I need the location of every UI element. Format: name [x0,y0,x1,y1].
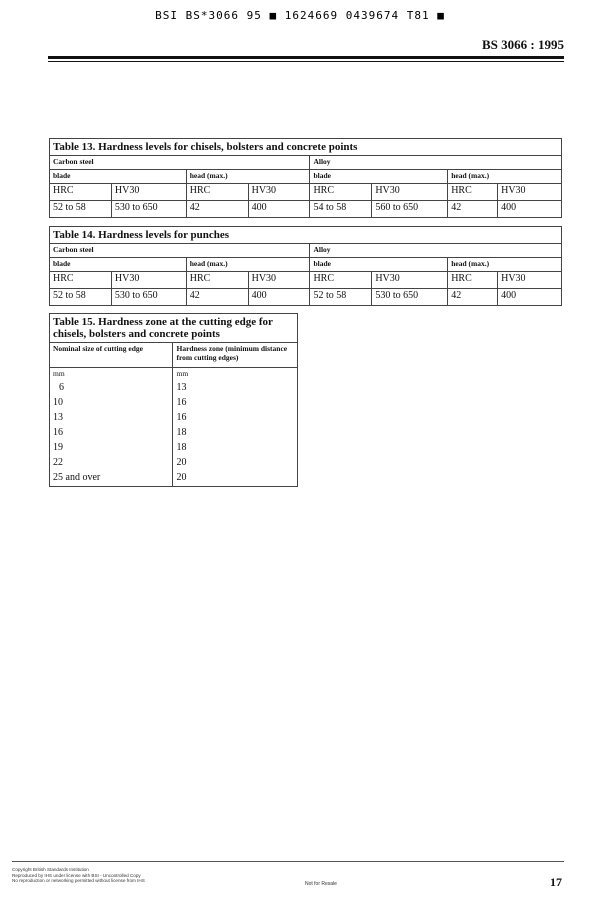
table-14-group-carbon: Carbon steel [50,244,310,258]
table-row [50,456,298,471]
table-14-col-hv30: HV30 [248,272,310,289]
table-14-carbon-blade: blade [50,258,187,272]
table-13-carbon-blade: blade [50,170,187,184]
table-13-cell: 560 to 650 [372,201,448,218]
header-rule-thin [48,61,564,62]
document-code-line: BSI BS*3066 95 ■ 1624669 0439674 T81 ■ [155,9,445,22]
table-14-carbon-head: head (max.) [186,258,310,272]
table-15-size: 22 [50,456,173,471]
table-14-alloy-head: head (max.) [448,258,562,272]
table-15-col-hardness-zone: Hardness zone (minimum distance from cutting edges) [173,343,298,368]
table-14-col-hrc: HRC [186,272,248,289]
table-13-col-hrc: HRC [448,184,498,201]
table-15-zone: 13 [173,381,298,396]
table-15-caption: Table 15. Hardness zone at the cutting edge for chisels, bolsters and concrete points [50,314,298,343]
table-15-size: 19 [50,441,173,456]
table-15 [49,313,298,487]
table-15-size: 6 [50,381,173,396]
table-13-cell: 54 to 58 [310,201,372,218]
table-13-col-hrc: HRC [186,184,248,201]
not-for-resale-notice: Not for Resale [305,881,337,887]
table-14-col-hrc: HRC [310,272,372,289]
table-15-size: 25 and over [50,471,173,487]
table-13-col-hrc: HRC [50,184,112,201]
copyright-line: No reproduction or networking permitted without license from IHS [12,878,145,884]
standard-number: BS 3066 : 1995 [482,37,564,52]
table-14-cell: 400 [248,289,310,306]
table-15-size: 16 [50,426,173,441]
table-14-col-hv30: HV30 [111,272,186,289]
header-rule-thick [48,56,564,59]
page-number: 17 [550,875,562,889]
table-14-col-hrc: HRC [448,272,498,289]
table-14-col-hv30: HV30 [498,272,562,289]
table-15-size: 13 [50,411,173,426]
table-13-alloy-blade: blade [310,170,448,184]
table-13 [49,138,562,218]
table-14-cell: 530 to 650 [372,289,448,306]
table-15-zone: 18 [173,426,298,441]
table-15-unit: mm [173,368,298,382]
table-13-col-hv30: HV30 [498,184,562,201]
table-14-cell: 530 to 650 [111,289,186,306]
table-13-col-hv30: HV30 [372,184,448,201]
table-row [50,426,298,441]
copyright-notice [12,867,145,884]
table-15-zone: 20 [173,471,298,487]
table-13-caption: Table 13. Hardness levels for chisels, bolsters and concrete points [50,139,562,156]
table-15-zone: 18 [173,441,298,456]
table-13-cell: 42 [448,201,498,218]
table-row [50,396,298,411]
table-13-col-hrc: HRC [310,184,372,201]
copyright-line: Copyright British Standards Institution [12,867,89,872]
table-row [50,471,298,487]
table-14-cell: 400 [498,289,562,306]
table-15-col-nominal-size: Nominal size of cutting edge [50,343,173,368]
table-14 [49,226,562,306]
table-14-cell: 52 to 58 [50,289,112,306]
table-13-carbon-head: head (max.) [186,170,310,184]
table-14-group-alloy: Alloy [310,244,562,258]
table-13-cell: 400 [248,201,310,218]
footer-rule [12,861,564,862]
table-14-cell: 42 [448,289,498,306]
table-14-caption: Table 14. Hardness levels for punches [50,227,562,244]
table-13-cell: 52 to 58 [50,201,112,218]
table-13-group-alloy: Alloy [310,156,562,170]
table-13-col-hv30: HV30 [248,184,310,201]
table-15-unit: mm [50,368,173,382]
table-row [50,441,298,456]
table-13-alloy-head: head (max.) [448,170,562,184]
table-14-col-hrc: HRC [50,272,112,289]
table-15-size: 10 [50,396,173,411]
copyright-line: Reproduced by IHS under license with BSI - Uncontrolled Copy [12,872,141,878]
table-row [50,411,298,426]
table-14-cell: 52 to 58 [310,289,372,306]
table-row [50,381,298,396]
table-14-cell: 42 [186,289,248,306]
table-13-cell: 530 to 650 [111,201,186,218]
table-15-zone: 20 [173,456,298,471]
table-14-alloy-blade: blade [310,258,448,272]
table-15-zone: 16 [173,396,298,411]
table-14-col-hv30: HV30 [372,272,448,289]
table-13-cell: 400 [498,201,562,218]
table-13-group-carbon: Carbon steel [50,156,310,170]
table-13-col-hv30: HV30 [111,184,186,201]
table-15-zone: 16 [173,411,298,426]
table-13-cell: 42 [186,201,248,218]
